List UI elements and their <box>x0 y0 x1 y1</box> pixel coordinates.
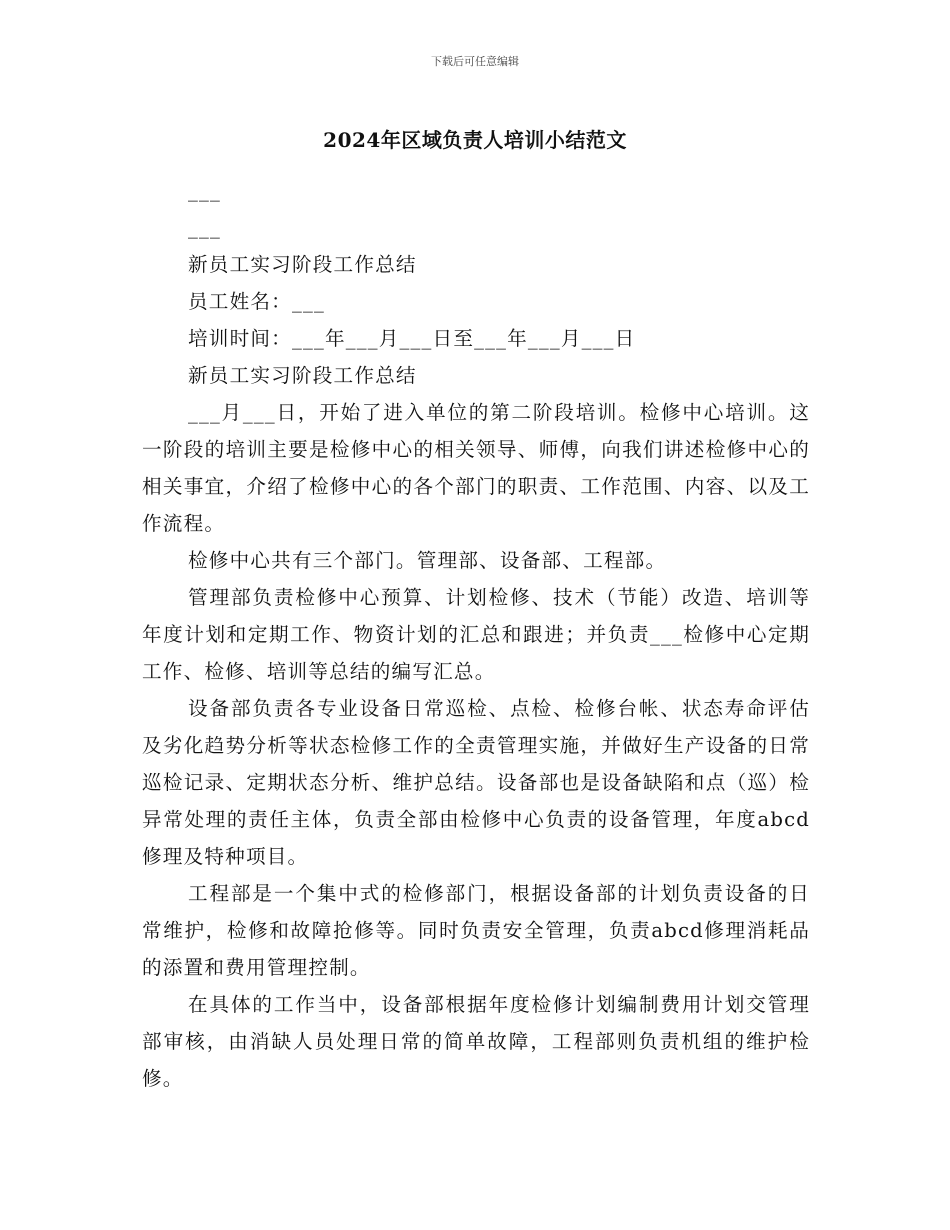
paragraph: 检修中心共有三个部门。管理部、设备部、工程部。 <box>188 549 667 572</box>
subtitle-line: 新员工实习阶段工作总结 <box>188 253 417 276</box>
document-body <box>142 172 810 1097</box>
header-note: 下载后可任意编辑 <box>431 55 519 68</box>
subtitle-line: 新员工实习阶段工作总结 <box>188 364 417 387</box>
paragraph: 工程部是一个集中式的检修部门，根据设备部的计划负责设备的日常维护，检修和故障抢修等。同时负责安全管理，负责abcd修理消耗品的添置和费用管理控制。 <box>142 882 810 979</box>
blank-line: ___ <box>188 179 221 202</box>
blank-line: ___ <box>188 216 221 239</box>
paragraph: ___月___日，开始了进入单位的第二阶段培训。检修中心培训。这一阶段的培训主要是检修中心的相关领导、师傅，向我们讲述检修中心的相关事宜，介绍了检修中心的各个部门的职责、工作范围、内容、以及工作流程。 <box>142 401 810 535</box>
paragraph: 设备部负责各专业设备日常巡检、点检、检修台帐、状态寿命评估及劣化趋势分析等状态检修工作的全责管理实施，并做好生产设备的日常巡检记录、定期状态分析、维护总结。设备部也是设备缺陷和点（巡）检异常处理的责任主体，负责全部由检修中心负责的设备管理，年度abcd修理及特种项目。 <box>142 697 810 868</box>
paragraph: 管理部负责检修中心预算、计划检修、技术（节能）改造、培训等年度计划和定期工作、物资计划的汇总和跟进；并负责___检修中心定期工作、检修、培训等总结的编写汇总。 <box>142 586 810 683</box>
training-time-line: 培训时间：___年___月___日至___年___月___日 <box>188 327 636 350</box>
paragraph: 在具体的工作当中，设备部根据年度检修计划编制费用计划交管理部审核，由消缺人员处理日常的简单故障，工程部则负责机组的维护检修。 <box>142 993 810 1090</box>
document-title: 2024年区域负责人培训小结范文 <box>323 128 627 152</box>
employee-name-line: 员工姓名：___ <box>188 290 325 313</box>
